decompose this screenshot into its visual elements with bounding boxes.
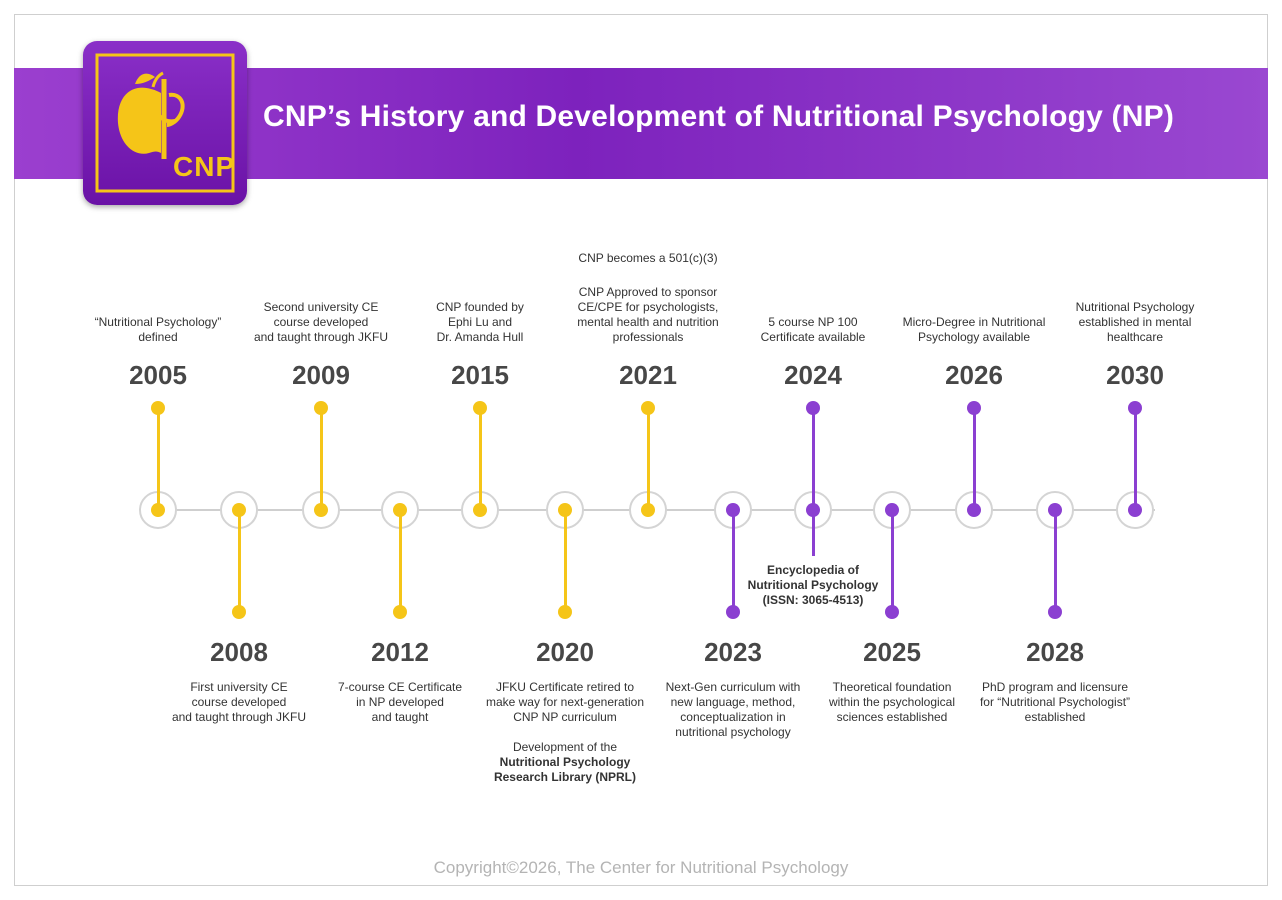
description-line: professionals <box>612 330 684 344</box>
description-line: Micro-Degree in Nutritional <box>902 315 1046 329</box>
description-line: Nutritional Psychology <box>747 578 879 592</box>
event-year: 2020 <box>536 637 594 667</box>
event-year: 2025 <box>863 637 921 667</box>
timeline-stem <box>973 408 976 510</box>
description-line: Development of the <box>512 740 618 754</box>
event-description <box>723 563 903 608</box>
description-line: CE/CPE for psychologists, <box>577 300 719 314</box>
cnp-logo <box>83 41 247 205</box>
timeline-stem <box>564 510 567 612</box>
description-line: and taught <box>371 710 429 724</box>
stem-end-dot <box>885 605 899 619</box>
event-description-top: CNP becomes a 501(c)(3) <box>578 251 718 265</box>
event-year: 2024 <box>784 360 842 390</box>
event-description <box>475 740 655 755</box>
description-line: conceptualization in <box>680 710 786 724</box>
stem-end-dot <box>806 401 820 415</box>
description-line: Theoretical foundation <box>832 680 952 694</box>
description-line: Nutritional Psychology <box>1075 300 1195 314</box>
description-line: 7-course CE Certificate <box>337 680 463 694</box>
description-line: healthcare <box>1106 330 1164 344</box>
description-line: make way for next-generation <box>485 695 645 709</box>
description-line: CNP founded by <box>436 300 524 314</box>
event-description <box>68 315 248 345</box>
timeline-stem <box>479 408 482 510</box>
event-year: 2030 <box>1106 360 1164 390</box>
stem-end-dot <box>232 605 246 619</box>
description-line: Dr. Amanda Hull <box>436 330 524 344</box>
stem-end-dot <box>393 605 407 619</box>
timeline-stem <box>157 408 160 510</box>
description-line: and taught through JKFU <box>253 330 389 344</box>
event-description <box>723 315 903 345</box>
description-line: (ISSN: 3065-4513) <box>762 593 864 607</box>
description-line: Second university CE <box>263 300 379 314</box>
event-year: 2008 <box>210 637 268 667</box>
stem-end-dot <box>314 401 328 415</box>
event-description <box>802 680 982 725</box>
timeline-stem-secondary <box>812 510 815 556</box>
event-year: 2023 <box>704 637 762 667</box>
page-title: CNP’s History and Development of Nutritional Psychology (NP) <box>263 100 1175 133</box>
timeline-stem <box>238 510 241 612</box>
event-year: 2009 <box>292 360 350 390</box>
description-line: JFKU Certificate retired to <box>495 680 635 694</box>
event-year: 2005 <box>129 360 187 390</box>
stem-end-dot <box>641 401 655 415</box>
description-line: in NP developed <box>356 695 444 709</box>
event-year: 2021 <box>619 360 677 390</box>
description-line: defined <box>138 330 178 344</box>
event-year: 2028 <box>1026 637 1084 667</box>
description-line: Psychology available <box>917 330 1031 344</box>
event-year: 2015 <box>451 360 509 390</box>
description-line: Next-Gen curriculum with <box>665 680 801 694</box>
timeline-stem <box>320 408 323 510</box>
event-year: 2012 <box>371 637 429 667</box>
event-year: 2026 <box>945 360 1003 390</box>
stem-end-dot <box>558 605 572 619</box>
description-line: established <box>1024 710 1086 724</box>
event-description <box>231 300 411 345</box>
stem-end-dot <box>1048 605 1062 619</box>
description-line: sciences established <box>836 710 948 724</box>
event-description <box>1045 300 1225 345</box>
event-description <box>310 680 490 725</box>
timeline-stem <box>399 510 402 612</box>
description-line: CNP Approved to sponsor <box>578 285 718 299</box>
description-line: Ephi Lu and <box>447 315 513 329</box>
timeline-stem <box>1054 510 1057 612</box>
timeline-stem <box>1134 408 1137 510</box>
event-description <box>643 680 823 740</box>
description-line: course developed <box>191 695 287 709</box>
logo-text: CNP <box>173 151 236 182</box>
stem-end-dot <box>967 401 981 415</box>
timeline-stem <box>647 408 650 510</box>
description-line: 5 course NP 100 <box>768 315 858 329</box>
description-line: Nutritional Psychology <box>499 755 631 769</box>
description-line: mental health and nutrition <box>577 315 719 329</box>
timeline-stem <box>812 408 815 510</box>
description-line: Certificate available <box>760 330 866 344</box>
description-line: for “Nutritional Psychologist” <box>979 695 1131 709</box>
event-description <box>390 300 570 345</box>
stem-end-dot <box>473 401 487 415</box>
description-line: “Nutritional Psychology” <box>94 315 222 329</box>
description-line: Encyclopedia of <box>766 563 860 577</box>
event-description <box>475 755 655 785</box>
description-line: Research Library (NPRL) <box>493 770 637 784</box>
description-line: nutritional psychology <box>675 725 791 739</box>
event-description <box>149 680 329 725</box>
description-line: established in mental <box>1078 315 1192 329</box>
description-line: First university CE <box>190 680 288 694</box>
event-description <box>475 680 655 725</box>
stem-end-dot <box>1128 401 1142 415</box>
description-line: new language, method, <box>670 695 796 709</box>
description-line: course developed <box>273 315 369 329</box>
description-line: and taught through JKFU <box>171 710 307 724</box>
event-description <box>884 315 1064 345</box>
timeline-stem <box>891 510 894 612</box>
description-line: within the psychological <box>828 695 956 709</box>
description-line: PhD program and licensure <box>981 680 1129 694</box>
event-description <box>965 680 1145 725</box>
copyright: Copyright©2026, The Center for Nutritional Psychology <box>433 858 849 877</box>
description-line: CNP NP curriculum <box>513 710 617 724</box>
event-description <box>558 285 738 345</box>
stem-end-dot <box>151 401 165 415</box>
